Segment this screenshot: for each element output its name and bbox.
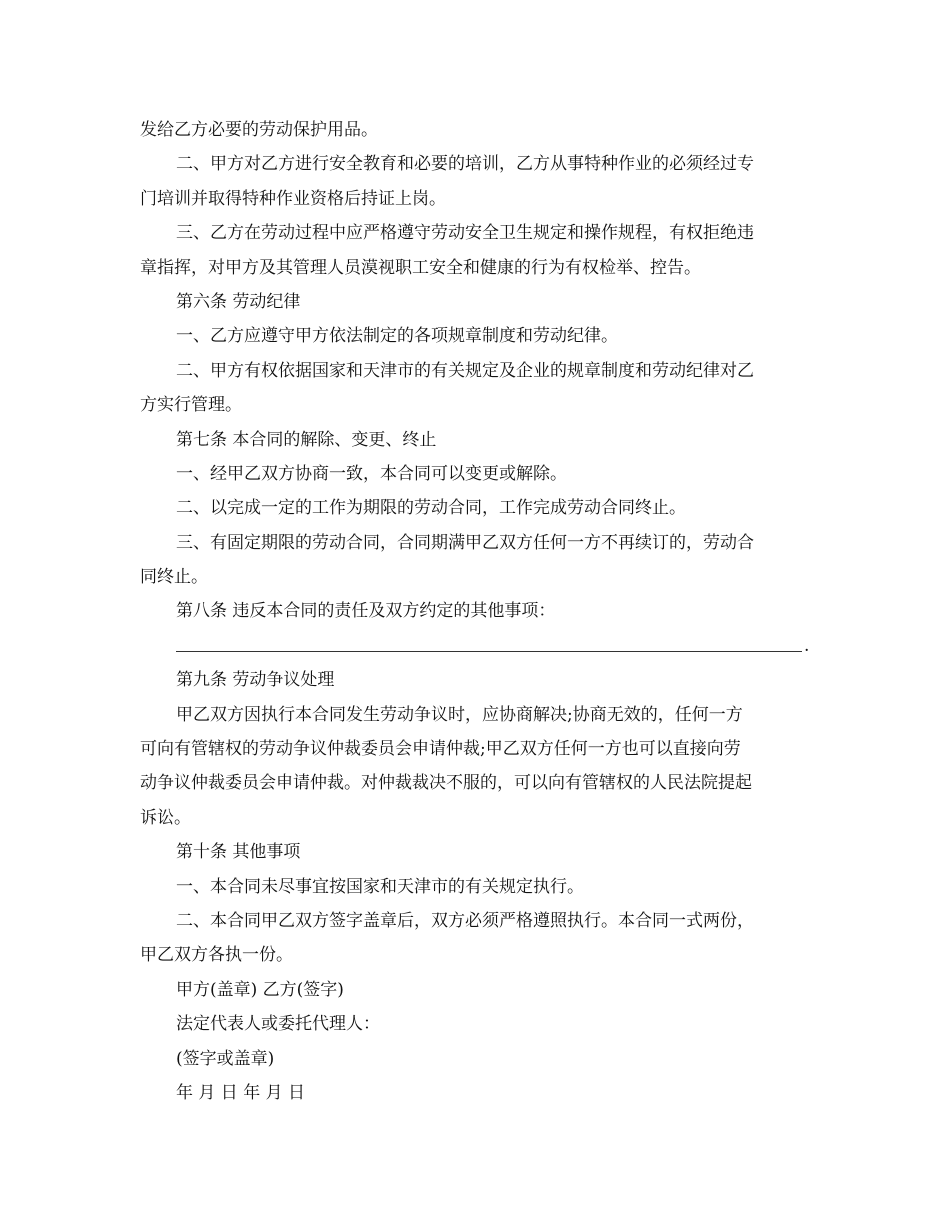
paragraph-line: 发给乙方必要的劳动保护用品。 [140, 120, 378, 140]
paragraph-line: 三、有固定期限的劳动合同，合同期满甲乙双方任何一方不再续订的，劳动合 [176, 532, 754, 553]
paragraph-line: 一、本合同未尽事宜按国家和天津市的有关规定执行。 [176, 876, 584, 897]
fill-in-blank-line [140, 629, 816, 663]
paragraph-line: 诉讼。 [140, 807, 191, 828]
paragraph-line: 方实行管理。 [140, 395, 242, 416]
paragraph-line: 章指挥，对甲方及其管理人员漠视职工安全和健康的行为有权检举、控告。 [140, 257, 701, 278]
paragraph-line: 一、乙方应遵守甲方依法制定的各项规章制度和劳动纪律。 [176, 326, 618, 347]
paragraph-line: 二、以完成一定的工作为期限的劳动合同，工作完成劳动合同终止。 [176, 498, 686, 519]
blank-line-end-dot: . [804, 635, 810, 656]
article-7-heading: 第七条 本合同的解除、变更、终止 [176, 429, 437, 450]
paragraph-line: 甲乙双方各执一份。 [140, 945, 293, 966]
paragraph-line: 三、乙方在劳动过程中应严格遵守劳动安全卫生规定和操作规程，有权拒绝违 [176, 223, 754, 244]
paragraph-line: 同终止。 [140, 567, 208, 588]
signature-parties: 甲方(盖章) 乙方(签字) [176, 979, 344, 1000]
signature-date: 年 月 日 年 月 日 [176, 1082, 306, 1103]
document-body [140, 113, 816, 1110]
signature-representative: 法定代表人或委托代理人： [176, 1014, 380, 1035]
article-6-heading: 第六条 劳动纪律 [176, 291, 301, 312]
paragraph-line: 二、甲方有权依据国家和天津市的有关规定及企业的规章制度和劳动纪律对乙 [176, 360, 754, 381]
paragraph-line: 一、经甲乙双方协商一致，本合同可以变更或解除。 [176, 463, 567, 484]
signature-note: (签字或盖章) [176, 1048, 275, 1069]
article-8-heading: 第八条 违反本合同的责任及双方约定的其他事项： [176, 601, 556, 622]
paragraph-line: 二、本合同甲乙双方签字盖章后，双方必须严格遵照执行。本合同一式两份， [176, 910, 754, 931]
paragraph-line: 二、甲方对乙方进行安全教育和必要的培训，乙方从事特种作业的必须经过专 [176, 154, 754, 175]
blank-underline [176, 651, 802, 652]
article-10-heading: 第十条 其他事项 [176, 842, 301, 863]
paragraph-line: 可向有管辖权的劳动争议仲裁委员会申请仲裁;甲乙双方任何一方也可以直接向劳 [140, 739, 741, 760]
article-9-heading: 第九条 劳动争议处理 [176, 670, 335, 691]
paragraph-line: 门培训并取得特种作业资格后持证上岗。 [140, 188, 446, 209]
paragraph-line: 动争议仲裁委员会申请仲裁。对仲裁裁决不服的，可以向有管辖权的人民法院提起 [140, 773, 752, 794]
paragraph-line: 甲乙双方因执行本合同发生劳动争议时，应协商解决;协商无效的，任何一方 [176, 704, 743, 725]
